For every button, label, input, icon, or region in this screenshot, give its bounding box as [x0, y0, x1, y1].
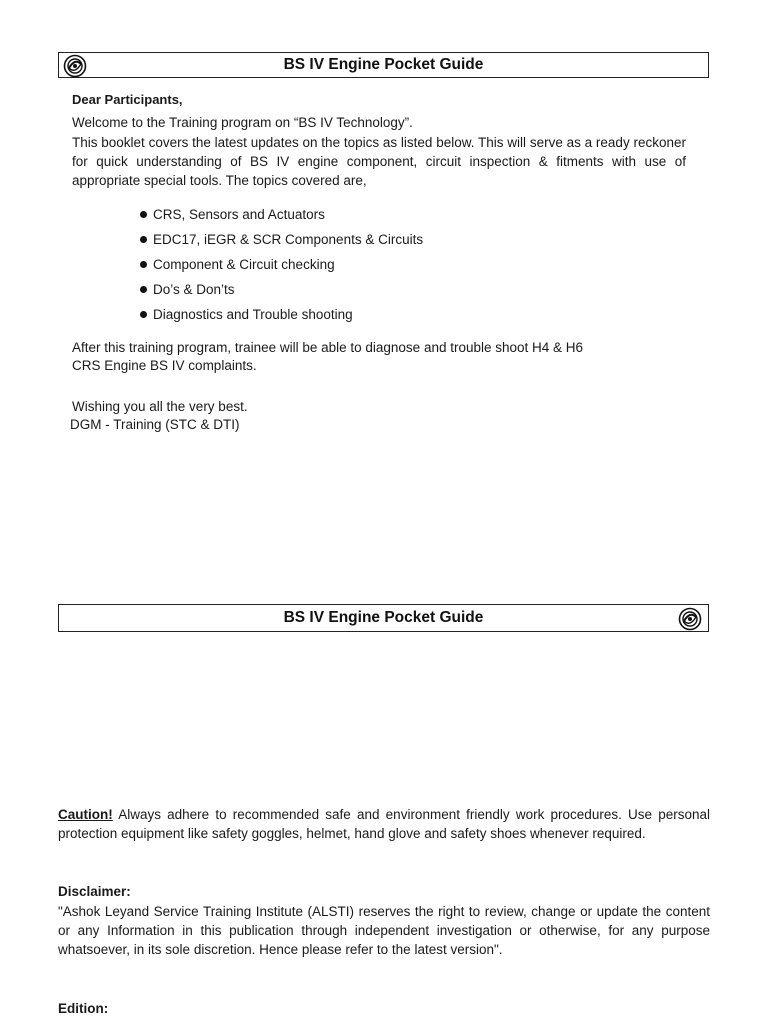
page1-header [58, 52, 709, 78]
bullet-icon [140, 286, 147, 293]
list-item: CRS, Sensors and Actuators [140, 205, 423, 230]
bullet-icon [140, 211, 147, 218]
intro-paragraph: This booklet covers the latest updates on the topics as listed below. This will serve as a ready reckoner for quick understanding of BS IV engine component, circuit inspection & fitments with use of appropriate special tools. The topics covered are, [72, 135, 686, 188]
list-item: EDC17, iEGR & SCR Components & Circuits [140, 230, 423, 255]
list-item: Do’s & Don’ts [140, 280, 423, 305]
ashok-leyland-logo-icon [678, 607, 702, 631]
list-item: Diagnostics and Trouble shooting [140, 305, 423, 330]
edition-label: Edition: [58, 1001, 109, 1016]
page-title: BS IV Engine Pocket Guide [283, 609, 484, 626]
disclaimer-label: Disclaimer: [58, 884, 131, 899]
wishes-line: Wishing you all the very best. [72, 399, 248, 414]
disclaimer-text: "Ashok Leyand Service Training Institute (ALSTI) reserves the right to review, change or update the content or any Information in this publication through independent investigation or otherwise, for any purpose whatsoever, in its sole discretion. Hence please refer to the latest version". [58, 904, 710, 957]
page2-header [58, 604, 709, 632]
caution-label: Caution! [58, 807, 113, 822]
topics-list [140, 205, 423, 330]
welcome-line: Welcome to the Training program on “BS IV Technology”. [72, 115, 413, 130]
outcome-line-1: After this training program, trainee will be able to diagnose and trouble shoot H4 & H6 [72, 340, 584, 355]
list-item: Component & Circuit checking [140, 255, 423, 280]
bullet-icon [140, 261, 147, 268]
outcome-line-2: CRS Engine BS IV complaints. [72, 358, 257, 373]
caution-text: Always adhere to recommended safe and environment friendly work procedures. Use personal protection equipment like safety goggles, helmet, hand glove and safety shoes whenever required. [58, 807, 710, 841]
caution-paragraph [58, 805, 710, 843]
bullet-icon [140, 311, 147, 318]
greeting: Dear Participants, [72, 92, 183, 107]
bullet-icon [140, 236, 147, 243]
page-title: BS IV Engine Pocket Guide [283, 56, 484, 73]
signature-line: DGM - Training (STC & DTI) [70, 417, 240, 432]
